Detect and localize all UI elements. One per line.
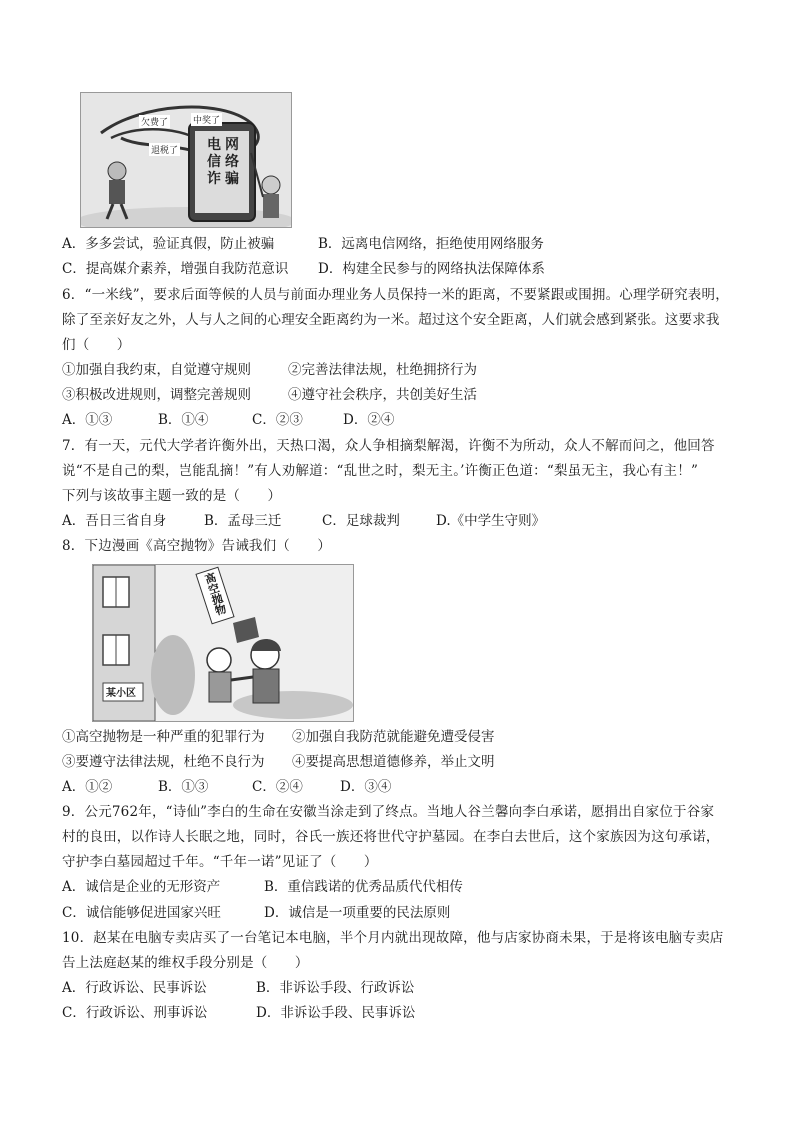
- q6-option-d: D．②④: [343, 412, 395, 428]
- q8-statement-3: ③要遵守法律法规，杜绝不良行为: [62, 754, 265, 770]
- q9-stem-line: 守护李白墓园超过千年。“千年一诺”见证了（ ）: [62, 854, 378, 870]
- telecom-fraud-cartoon: [80, 92, 292, 228]
- q6-stem-line: 们（ ）: [62, 337, 131, 353]
- q5-option-a: A．多多尝试，验证真假，防止被骗: [62, 236, 275, 252]
- q8-statement-4: ④要提高思想道德修养，举止文明: [292, 754, 495, 770]
- q6-stem-line: 除了至亲好友之外，人与人之间的心理安全距离约为一米。超过这个安全距离，人们就会感到紧张。这要求我: [62, 312, 720, 328]
- q9-option-b: B．重信践诺的优秀品质代代相传: [264, 879, 463, 895]
- phone-char: 电: [207, 137, 221, 153]
- q10-option-a: A．行政诉讼、民事诉讼: [62, 980, 207, 996]
- q7-stem-line: 7．有一天，元代大学者许衡外出，天热口渴，众人争相摘梨解渴，许衡不为所动，众人不解而问之，他回答: [62, 438, 715, 454]
- q6-option-a: A．①③: [62, 412, 113, 428]
- q8-stem-line: 8．下边漫画《高空抛物》告诫我们（ ）: [62, 538, 332, 554]
- q10-stem-line: 10．赵某在电脑专卖店买了一台笔记本电脑，半个月内就出现故障，他与店家协商未果，于是将该电脑专卖店: [62, 930, 724, 946]
- q9-option-d: D．诚信是一项重要的民法原则: [264, 905, 451, 921]
- community-sign: 某小区: [106, 688, 136, 699]
- high-altitude-throwing-cartoon: [92, 564, 354, 722]
- q8-option-c: C．②④: [252, 779, 303, 795]
- phone-char: 诈: [207, 171, 221, 187]
- phone-char: 网: [225, 137, 239, 153]
- q8-statement-1: ①高空抛物是一种严重的犯罪行为: [62, 729, 265, 745]
- banner-title: 高空抛物: [202, 570, 228, 617]
- q5-option-b: B．远离电信网络，拒绝使用网络服务: [318, 236, 544, 252]
- q7-stem-line: 说“不是自己的梨，岂能乱摘！”有人劝解道：“乱世之时，梨无主。’许衡正色道：“梨虽无主，我心有主！”: [62, 463, 699, 479]
- q10-option-b: B．非诉讼手段、行政诉讼: [256, 980, 415, 996]
- q9-option-a: A．诚信是企业的无形资产: [62, 879, 221, 895]
- q5-option-c: C．提高媒介素养，增强自我防范意识: [62, 261, 289, 277]
- q7-stem-line: 下列与该故事主题一致的是（ ）: [62, 488, 282, 504]
- q6-stem-line: 6．“一米线”，要求后面等候的人员与前面办理业务人员保持一米的距离，不要紧跟或围拥。心理学研究表明，: [62, 287, 729, 303]
- phone-char: 骗: [225, 171, 239, 187]
- q8-option-a: A．①②: [62, 779, 113, 795]
- q10-option-c: C．行政诉讼、刑事诉讼: [62, 1005, 208, 1021]
- q7-option-d: D.《中学生守则》: [436, 513, 546, 529]
- q10-stem-line: 告上法庭赵某的维权手段分别是（ ）: [62, 955, 309, 971]
- q8-option-b: B．①③: [158, 779, 209, 795]
- phone-char: 信: [207, 154, 221, 170]
- phone-screen-text: [201, 137, 245, 188]
- q9-option-c: C．诚信能够促进国家兴旺: [62, 905, 221, 921]
- bubble-label: 欠费了: [139, 115, 170, 128]
- q8-statement-2: ②加强自我防范就能避免遭受侵害: [292, 729, 495, 745]
- q9-stem-line: 村的良田，以作诗人长眠之地，同时，谷氏一族还将世代守护墓园。在李白去世后，这个家族因为这句承诺，: [62, 829, 720, 845]
- q6-option-b: B．①④: [158, 412, 209, 428]
- cartoon-drawing: [81, 93, 291, 227]
- q9-stem-line: 9．公元762年，“诗仙”李白的生命在安徽当涂走到了终点。当地人谷兰馨向李白承诺，愿捐出自家位于谷家: [62, 804, 715, 820]
- q8-option-d: D．③④: [340, 779, 392, 795]
- q6-statement-4: ④遵守社会秩序，共创美好生活: [288, 387, 477, 403]
- q7-option-b: B．孟母三迁: [204, 513, 282, 529]
- q6-statement-2: ②完善法律法规，杜绝拥挤行为: [288, 362, 477, 378]
- bubble-label: 中奖了: [191, 113, 222, 126]
- phone-char: 络: [225, 154, 239, 170]
- q10-option-d: D．非诉讼手段、民事诉讼: [256, 1005, 416, 1021]
- q5-option-d: D．构建全民参与的网络执法保障体系: [318, 261, 545, 277]
- q6-option-c: C．②③: [252, 412, 303, 428]
- q6-statement-1: ①加强自我约束，自觉遵守规则: [62, 362, 251, 378]
- q6-statement-3: ③积极改进规则，调整完善规则: [62, 387, 251, 403]
- q7-option-a: A．吾日三省自身: [62, 513, 167, 529]
- q7-option-c: C．足球裁判: [322, 513, 400, 529]
- bubble-label: 退税了: [149, 143, 180, 156]
